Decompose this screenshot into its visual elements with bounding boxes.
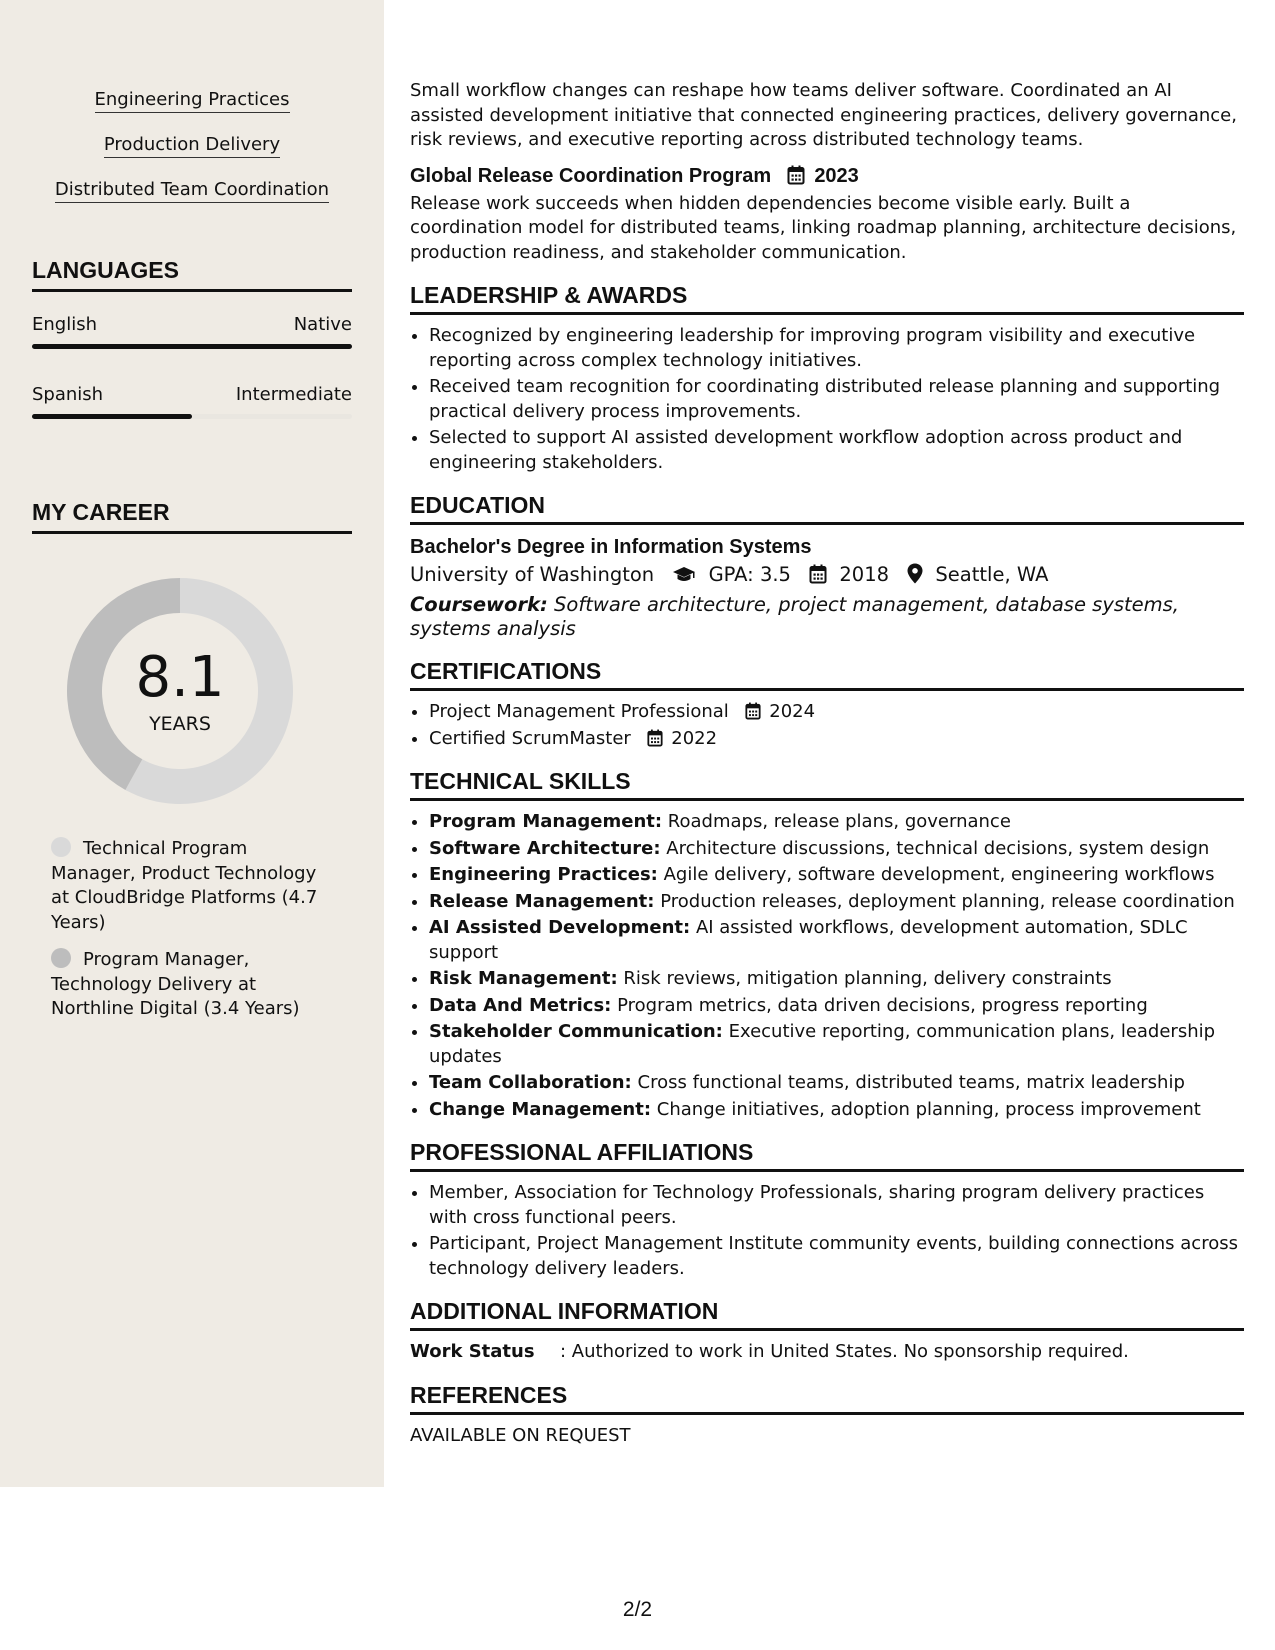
- degree-title: Bachelor's Degree in Information Systems: [410, 536, 812, 558]
- skill-label: Release Management:: [429, 890, 655, 912]
- list-item: [429, 700, 1244, 725]
- language-bar-fill: [32, 414, 192, 419]
- legend-dot: [51, 948, 71, 968]
- graduation-year: 2018: [839, 563, 890, 586]
- awards-list: [410, 324, 1244, 475]
- skill-item: [429, 810, 1244, 835]
- coursework-text: Software architecture, project management, database systems, systems analysis: [410, 593, 1180, 640]
- language-bar-english: [32, 344, 352, 349]
- education-details-row: [410, 560, 1244, 590]
- skill-value: Roadmaps, release plans, governance: [667, 811, 1011, 832]
- calendar-icon: [745, 702, 761, 720]
- education-heading: EDUCATION: [410, 491, 1244, 525]
- skill-value: Program metrics, data driven decisions, progress reporting: [617, 994, 1148, 1016]
- certification-year: 2024: [769, 701, 816, 722]
- skill-value: Architecture discussions, technical decisions, system design: [666, 837, 1210, 859]
- certification-name: Certified ScrumMaster: [429, 727, 631, 749]
- awards-heading: LEADERSHIP & AWARDS: [410, 281, 1244, 315]
- references-text: AVAILABLE ON REQUEST: [410, 1424, 631, 1446]
- skill-item: [429, 863, 1244, 888]
- skill-item: [429, 967, 1244, 992]
- gpa: GPA: 3.5: [708, 563, 791, 586]
- skill-label: Team Collaboration:: [429, 1072, 632, 1093]
- legend-dot: [51, 837, 71, 857]
- skills-list: [410, 810, 1244, 1122]
- affiliations-list: [410, 1181, 1244, 1281]
- language-bar-fill: [32, 344, 352, 349]
- skill-label: Program Management:: [429, 811, 663, 832]
- work-status-label: Work Status: [410, 1341, 535, 1362]
- certifications-heading: CERTIFICATIONS: [410, 657, 1244, 691]
- skill-value: Executive reporting, communication plans, leadership updates: [429, 1021, 1216, 1067]
- project-description: Release work succeeds when hidden dependencies become visible early. Built a coordination model for distributed teams, linking roadmap planning, architecture decisions, production readiness, and stakeholder communication.: [410, 192, 1237, 263]
- sidebar-link-distributed-team-coordination[interactable]: Distributed Team Coordination: [0, 178, 384, 202]
- location-pin-icon: [907, 563, 923, 584]
- work-status-row: [410, 1340, 1244, 1365]
- language-level: Intermediate: [235, 384, 352, 405]
- list-item: • Participant, Project Management Institute community events, building connections across technology delivery leaders.: [429, 1232, 1244, 1281]
- intro-paragraph: Small workflow changes can reshape how teams deliver software. Coordinated an AI assisted development initiative that connected engineering practices, delivery governance, risk reviews, and executive reporting across distributed technology teams.: [410, 80, 1237, 150]
- skill-label: Software Architecture:: [429, 837, 661, 859]
- skill-value: Change initiatives, adoption planning, process improvement: [656, 1098, 1201, 1120]
- list-item: • Received team recognition for coordinating distributed release planning and supporting practical delivery process improvements.: [429, 375, 1244, 424]
- career-years-label: YEARS: [149, 713, 211, 735]
- language-bar-spanish: [32, 414, 352, 419]
- languages-heading: LANGUAGES: [32, 256, 352, 292]
- work-status-value: : Authorized to work in United States. No sponsorship required.: [560, 1341, 1129, 1362]
- project-title-row: [410, 163, 1244, 189]
- calendar-icon: [647, 729, 663, 747]
- sidebar: [0, 0, 384, 1487]
- certification-name: Project Management Professional: [429, 701, 729, 722]
- school-name: University of Washington: [410, 563, 655, 586]
- language-name: Spanish: [32, 384, 104, 405]
- career-heading: MY CAREER: [32, 498, 352, 534]
- affiliations-heading: PROFESSIONAL AFFILIATIONS: [410, 1138, 1244, 1172]
- skills-heading: TECHNICAL SKILLS: [410, 767, 1244, 801]
- career-legend-item: Program Manager, Technology Delivery at Northline Digital (3.4 Years): [51, 949, 300, 1019]
- coursework-label: Coursework:: [410, 593, 548, 616]
- skill-value: Cross functional teams, distributed teams, matrix leadership: [637, 1072, 1185, 1093]
- language-row-spanish: [32, 383, 352, 407]
- skill-item: [429, 1020, 1244, 1069]
- sidebar-link-production-delivery[interactable]: Production Delivery: [0, 133, 384, 157]
- list-item: • Member, Association for Technology Professionals, sharing program delivery practices with cross functional peers.: [429, 1181, 1244, 1230]
- main-content: [410, 79, 1244, 1448]
- certifications-list: [410, 700, 1244, 751]
- page-number: 2/2: [622, 1598, 653, 1621]
- skill-label: Change Management:: [429, 1098, 652, 1120]
- skill-label: Data And Metrics:: [429, 994, 612, 1016]
- skill-item: [429, 837, 1244, 862]
- skill-value: Production releases, deployment planning, release coordination: [660, 890, 1235, 912]
- career-legend-item: Technical Program Manager, Product Technology at CloudBridge Platforms (4.7 Years): [51, 838, 318, 933]
- skill-item: [429, 1098, 1244, 1123]
- skill-value: AI assisted workflows, development automation, SDLC support: [429, 917, 1188, 963]
- list-item: [429, 727, 1244, 752]
- language-row-english: [32, 313, 352, 337]
- coursework: [410, 593, 1244, 641]
- calendar-icon: [787, 165, 805, 185]
- additional-info-heading: ADDITIONAL INFORMATION: [410, 1297, 1244, 1331]
- skill-label: Stakeholder Communication:: [429, 1021, 723, 1042]
- skill-item: [429, 1071, 1244, 1096]
- skill-value: Risk reviews, mitigation planning, delivery constraints: [623, 968, 1112, 989]
- skill-item: [429, 916, 1244, 965]
- skill-item: [429, 994, 1244, 1019]
- list-item: • Recognized by engineering leadership for improving program visibility and executive reporting across complex technology initiatives.: [429, 324, 1244, 373]
- project-year: 2023: [814, 164, 859, 187]
- skill-label: AI Assisted Development:: [429, 917, 691, 938]
- graduation-cap-icon: [672, 566, 696, 584]
- skill-label: Engineering Practices:: [429, 864, 658, 885]
- sidebar-link-engineering-practices[interactable]: Engineering Practices: [0, 88, 384, 112]
- list-item: • Selected to support AI assisted development workflow adoption across product and engineering stakeholders.: [429, 426, 1244, 475]
- language-level: Native: [293, 314, 352, 335]
- certification-year: 2022: [671, 727, 718, 749]
- calendar-icon: [809, 564, 827, 584]
- education-location: Seattle, WA: [935, 563, 1049, 586]
- career-total-years: 8.1: [135, 645, 225, 710]
- references-heading: REFERENCES: [410, 1381, 1244, 1415]
- skill-item: [429, 890, 1244, 915]
- skill-label: Risk Management:: [429, 968, 618, 989]
- skill-value: Agile delivery, software development, engineering workflows: [663, 864, 1215, 885]
- project-title: Global Release Coordination Program: [410, 164, 772, 187]
- language-name: English: [32, 314, 97, 335]
